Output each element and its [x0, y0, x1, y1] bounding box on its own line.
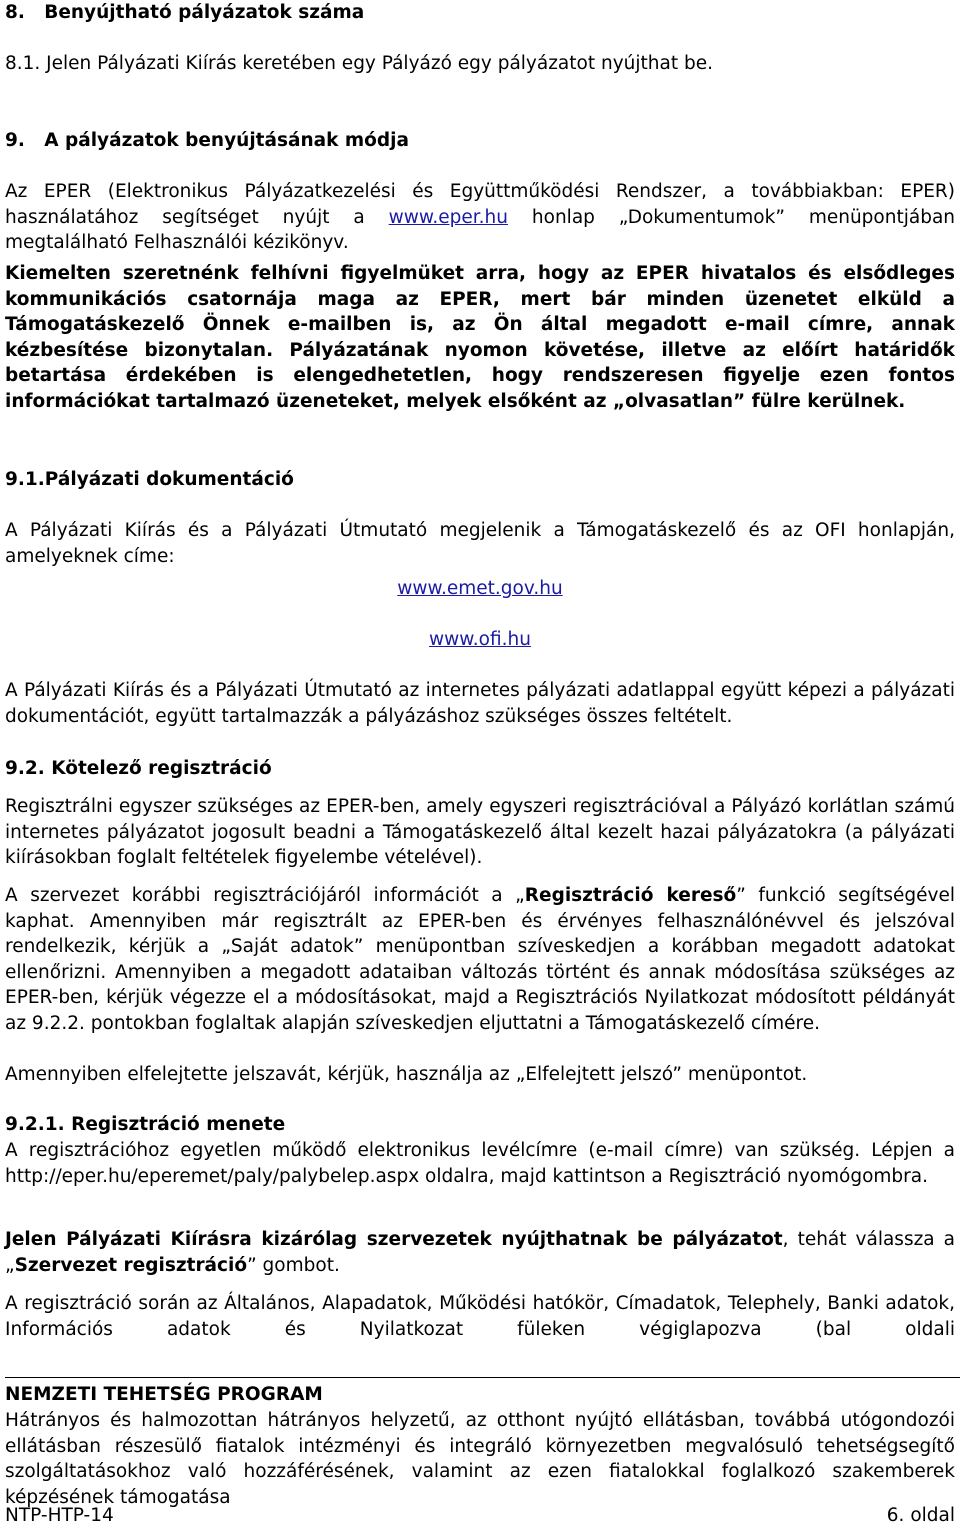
section-9-2-1-para-1: A regisztrációhoz egyetlen működő elektronikus levélcímre (e-mail címre) van szükség. Lépjen a http://eper.hu/eperemet/paly/palybelep.aspx oldalra, majd kattintson a Regisztráció nyomógombra. [5, 1140, 955, 1187]
section-9-para-1-text-a: Az EPER (Elektronikus Pályázatkezelési és Együttműködési Rendszer, a továbbiakban: EPER) használatához segítséget nyújt a [5, 181, 955, 228]
organizations-only-notice: Jelen Pályázati Kiírásra kizárólag szervezetek nyújthatnak be pályázatot [5, 1229, 783, 1250]
section-9-2-1-para-2 [5, 1227, 955, 1278]
registration-search-label: Regisztráció kereső [524, 885, 737, 906]
footer-program-description: Hátrányos és halmozottan hátrányos helyzetű, az otthont nyújtó ellátásban, továbbá utógondozói ellátásban részesülő fiatalok intézményi és integráló környezetben megvalósuló tehetségsegítő szolgáltatásokhoz való hozzáférésének, valamint az ezen fiatalokkal foglalkozó szakemberek képzésének támogatása [5, 1410, 955, 1508]
emet-link[interactable]: www.emet.gov.hu [397, 578, 563, 599]
footer-divider [5, 1377, 960, 1378]
footer-program-title: NEMZETI TEHETSÉG PROGRAM [5, 1384, 323, 1405]
section-9-2-para-1: Regisztrálni egyszer szükséges az EPER-ben, amely egyszeri regisztrációval a Pályázó korlátlan számú internetes pályázatot jogosult beadni a Támogatáskezelő által kezelt hazai pályázatokra (a pályázati kiírásokban foglalt feltételek figyelembe vételével). [5, 796, 955, 868]
footer-code: NTP-HTP-14 [5, 1505, 114, 1526]
section-9-2-para-2 [5, 883, 955, 1036]
section-9-1-para-1: A Pályázati Kiírás és a Pályázati Útmutató megjelenik a Támogatáskezelő és az OFI honlapján, amelyeknek címe: [5, 520, 955, 567]
section-9-para-1-text-b: honlap „Dokumentumok” menüpontjában megtalálható Felhasználói kézikönyv. [5, 206, 956, 253]
section-9-para-1 [5, 179, 955, 256]
section-9-2-heading: 9.2. Kötelező regisztráció [5, 758, 272, 779]
section-9-bold-notice: Kiemelten szeretnénk felhívni figyelmüket arra, hogy az EPER hivatalos és elsődleges kommunikációs csatornája maga az EPER, mert bár minden üzenetet elküld a Támogatáskezelő Önnek e-mailben is, az Ön által megadott e-mail címre, annak kézbesítése bizonytalan. Pályázatának nyomon követése, illetve az előírt határidők betartása érdekében is elengedhetetlen, hogy rendszeresen figyelje ezen fontos információkat tartalmazó üzeneteket, melyek elsőként az „olvasatlan” fülre kerülnek. [5, 263, 955, 412]
section-9-1-para-2: A Pályázati Kiírás és a Pályázati Útmutató az internetes pályázati adatlappal együtt képezi a pályázati dokumentációt, együtt tartalmazzák a pályázáshoz szükséges összes feltételt. [5, 680, 955, 727]
section-9-2-para-2-text-a: A szervezet korábbi regisztrációjáról információt a „ [5, 885, 525, 906]
footer-bottom-row [5, 1503, 955, 1529]
section-9-heading: 9. A pályázatok benyújtásának módja [5, 130, 409, 151]
ofi-link[interactable]: www.ofi.hu [429, 629, 531, 650]
section-9-2-1-para-2-text-a: , tehát válassza a „ [5, 1229, 955, 1276]
section-9-2-1-para-3: A regisztráció során az Általános, Alapadatok, Működési hatókör, Címadatok, Telephely, Banki adatok, Információs adatok és Nyilatkozat füleken végiglapozva (bal oldali [5, 1293, 955, 1340]
organization-registration-label: Szervezet regisztráció [14, 1254, 248, 1276]
section-9-2-para-2-text-b: ” funkció segítségével kaphat. Amennyiben már regisztrált az EPER-ben és érvényes felhasználónévvel és jelszóval rendelkezik, kérjük a „Saját adatok” menüpontban szíveskedjen a korábban megadott adatokat ellenőrizni. Amennyiben a megadott adataiban változás történt és annak módosítása szükséges az EPER-ben, kérjük végezze el a módosításokat, majd a Regisztrációs Nyilatkozat módosított példányát az 9.2.2. pontokban foglaltak alapján szíveskedjen eljuttatni a Támogatáskezelő címére. [5, 885, 956, 1034]
section-9-2-1-para-2-text-b: ” gombot. [247, 1254, 340, 1276]
eper-link[interactable]: www.eper.hu [388, 206, 508, 228]
footer-page-number: 6. oldal [886, 1505, 955, 1526]
ofi-link-row [5, 627, 955, 653]
section-9-2-1-heading: 9.2.1. Regisztráció menete [5, 1114, 286, 1135]
section-8-1-text: 8.1. Jelen Pályázati Kiírás keretében egy Pályázó egy pályázatot nyújthat be. [5, 53, 713, 74]
section-8-heading: 8. Benyújtható pályázatok száma [5, 2, 365, 23]
section-9-2-forgotten-password: Amennyiben elfelejtette jelszavát, kérjük, használja az „Elfelejtett jelszó” menüpontot. [5, 1064, 808, 1085]
emet-link-row [5, 576, 955, 602]
section-9-1-heading: 9.1.Pályázati dokumentáció [5, 469, 294, 490]
